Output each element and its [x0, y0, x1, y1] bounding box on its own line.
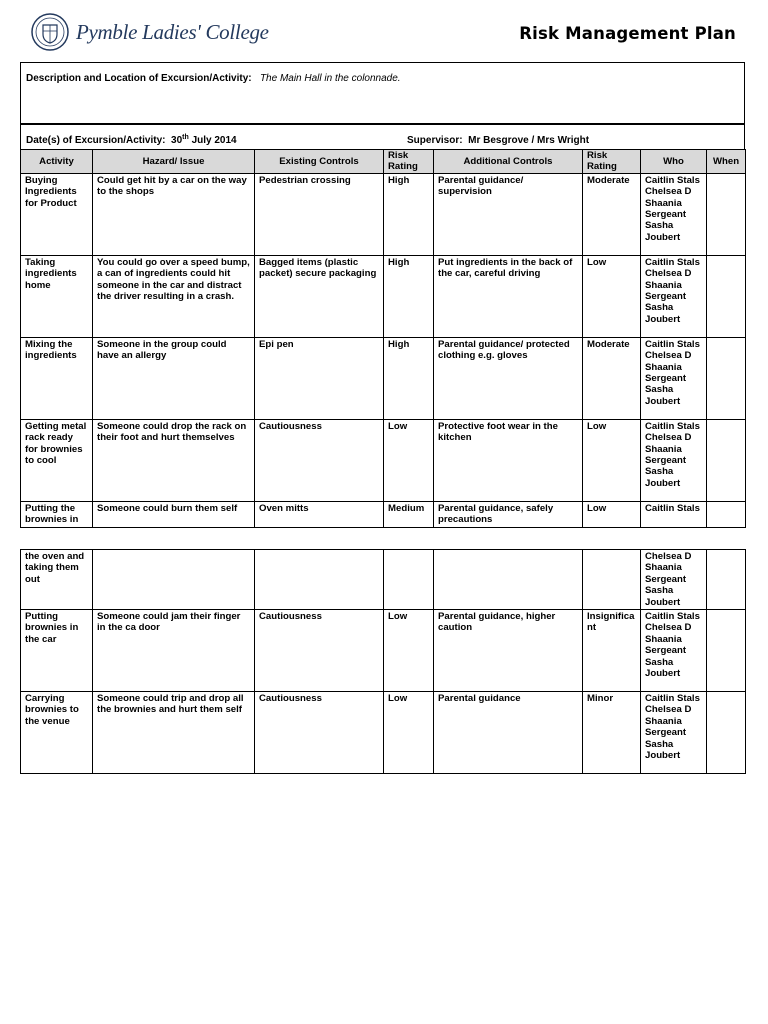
cell-existing-controls [255, 550, 384, 610]
cell-hazard: Someone could drop the rack on their foot and hurt themselves [93, 419, 255, 501]
cell-hazard: Someone could burn them self [93, 501, 255, 527]
cell-risk-rating-after: Low [583, 501, 641, 527]
description-box [20, 62, 745, 125]
cell-who: Caitlin Stals Chelsea D Shaania Sergeant Sasha Joubert [641, 419, 707, 501]
cell-when [707, 501, 746, 527]
header-hazard: Hazard/ Issue [93, 150, 255, 174]
table-row [21, 610, 746, 692]
cell-existing-controls: Pedestrian crossing [255, 173, 384, 255]
cell-activity: Mixing the ingredients [21, 337, 93, 419]
cell-who: Caitlin Stals Chelsea D Shaania Sergeant Sasha Joubert [641, 692, 707, 774]
cell-hazard: You could go over a speed bump, a can of ingredients could hit someone in the car and distract the driver resulting in a crash. [93, 255, 255, 337]
cell-when [707, 173, 746, 255]
date-month-year: July 2014 [191, 135, 237, 146]
table-row [21, 550, 746, 610]
risk-table [20, 149, 746, 528]
date-day-suffix: th [182, 134, 189, 141]
supervisor-label: Supervisor: [407, 135, 463, 146]
cell-risk-rating-after: Low [583, 255, 641, 337]
cell-who: Chelsea D Shaania Sergeant Sasha Joubert [641, 550, 707, 610]
cell-risk-rating-after: Minor [583, 692, 641, 774]
cell-risk-rating-after [583, 550, 641, 610]
cell-risk-rating: Low [384, 610, 434, 692]
cell-when [707, 610, 746, 692]
description-value: The Main Hall in the colonnade. [259, 73, 401, 84]
date-day: 30 [171, 135, 183, 146]
cell-existing-controls: Epi pen [255, 337, 384, 419]
cell-risk-rating-after: Moderate [583, 173, 641, 255]
table-header-row [21, 150, 746, 174]
table-row [21, 337, 746, 419]
supervisor-line [407, 135, 589, 146]
cell-risk-rating: Low [384, 692, 434, 774]
table-row [21, 173, 746, 255]
cell-hazard [93, 550, 255, 610]
cell-hazard: Someone in the group could have an allergy [93, 337, 255, 419]
cell-risk-rating: High [384, 173, 434, 255]
cell-hazard: Could get hit by a car on the way to the shops [93, 173, 255, 255]
cell-risk-rating-after: Low [583, 419, 641, 501]
cell-risk-rating [384, 550, 434, 610]
cell-hazard: Someone could jam their finger in the ca door [93, 610, 255, 692]
cell-existing-controls: Cautiousness [255, 610, 384, 692]
cell-when [707, 255, 746, 337]
cell-activity: Putting the brownies in [21, 501, 93, 527]
header-existing-controls: Existing Controls [255, 150, 384, 174]
cell-risk-rating: High [384, 337, 434, 419]
cell-additional-controls: Parental guidance, higher caution [434, 610, 583, 692]
cell-when [707, 419, 746, 501]
cell-who: Caitlin Stals Chelsea D Shaania Sergeant Sasha Joubert [641, 173, 707, 255]
table-row [21, 692, 746, 774]
date-box [20, 125, 745, 149]
cell-additional-controls: Parental guidance/ protected clothing e.g. gloves [434, 337, 583, 419]
date-line [26, 135, 237, 146]
document-title: Risk Management Plan [519, 24, 736, 43]
cell-who: Caitlin Stals Chelsea D Shaania Sergeant Sasha Joubert [641, 610, 707, 692]
crest-icon [30, 12, 70, 52]
description-label: Description and Location of Excursion/Activity: [26, 73, 252, 84]
cell-activity: Putting brownies in the car [21, 610, 93, 692]
cell-existing-controls: Cautiousness [255, 419, 384, 501]
cell-additional-controls: Protective foot wear in the kitchen [434, 419, 583, 501]
table-row [21, 501, 746, 527]
cell-additional-controls: Parental guidance [434, 692, 583, 774]
cell-who: Caitlin Stals Chelsea D Shaania Sergeant Sasha Joubert [641, 337, 707, 419]
description-line [26, 73, 401, 84]
cell-risk-rating: Low [384, 419, 434, 501]
date-label: Date(s) of Excursion/Activity: [26, 135, 166, 146]
cell-hazard: Someone could trip and drop all the brownies and hurt them self [93, 692, 255, 774]
cell-additional-controls [434, 550, 583, 610]
cell-additional-controls: Parental guidance, safely precautions [434, 501, 583, 527]
cell-when [707, 550, 746, 610]
cell-risk-rating-after: Moderate [583, 337, 641, 419]
header-activity: Activity [21, 150, 93, 174]
header-risk-rating-after: Risk Rating [583, 150, 641, 174]
cell-activity: Carrying brownies to the venue [21, 692, 93, 774]
cell-risk-rating-after: Insignificant [583, 610, 641, 692]
header-additional-controls: Additional Controls [434, 150, 583, 174]
header-who: Who [641, 150, 707, 174]
supervisor-value: Mr Besgrove / Mrs Wright [468, 135, 590, 146]
college-logo [30, 12, 269, 52]
logo-text: Pymble Ladies' College [76, 19, 269, 44]
risk-table-continued [20, 549, 746, 774]
cell-risk-rating: High [384, 255, 434, 337]
cell-activity: Getting metal rack ready for brownies to cool [21, 419, 93, 501]
cell-who: Caitlin Stals Chelsea D Shaania Sergeant Sasha Joubert [641, 255, 707, 337]
cell-existing-controls: Bagged items (plastic packet) secure packaging [255, 255, 384, 337]
cell-additional-controls: Parental guidance/ supervision [434, 173, 583, 255]
cell-activity: the oven and taking them out [21, 550, 93, 610]
header-when: When [707, 150, 746, 174]
cell-when [707, 692, 746, 774]
cell-when [707, 337, 746, 419]
cell-risk-rating: Medium [384, 501, 434, 527]
cell-existing-controls: Cautiousness [255, 692, 384, 774]
table-row [21, 255, 746, 337]
cell-additional-controls: Put ingredients in the back of the car, careful driving [434, 255, 583, 337]
table-row [21, 419, 746, 501]
header-risk-rating: Risk Rating [384, 150, 434, 174]
cell-existing-controls: Oven mitts [255, 501, 384, 527]
cell-activity: Buying Ingredients for Product [21, 173, 93, 255]
cell-activity: Taking ingredients home [21, 255, 93, 337]
cell-who: Caitlin Stals [641, 501, 707, 527]
